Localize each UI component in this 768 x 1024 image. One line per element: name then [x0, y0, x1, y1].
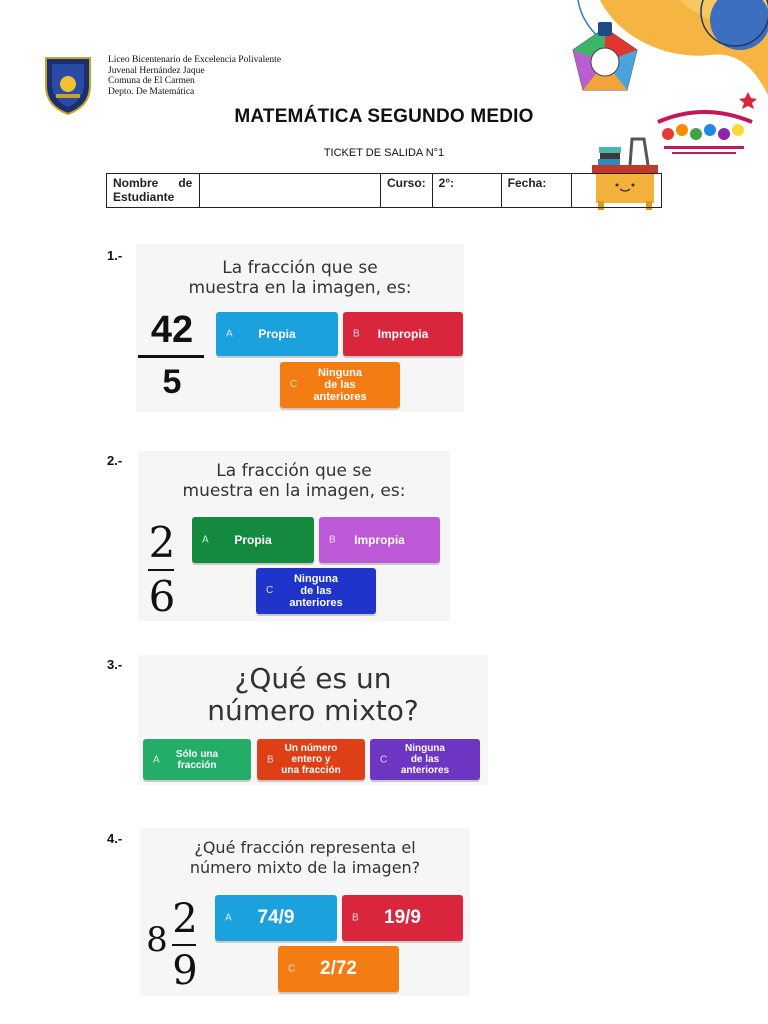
- option-text: Ninguna de las anteriores: [289, 573, 343, 609]
- math-department-badge: [565, 22, 645, 102]
- question-3-option-c[interactable]: [370, 739, 480, 780]
- question-2-fraction-bar: [148, 569, 174, 571]
- option-text: Propia: [234, 533, 272, 547]
- question-4-option-a[interactable]: [215, 895, 337, 941]
- question-3-prompt-line-2: número mixto?: [207, 694, 419, 727]
- question-1-card: [136, 244, 464, 412]
- question-4-prompt-line-1: ¿Qué fracción representa el: [194, 838, 416, 857]
- question-2-card: [138, 451, 450, 621]
- question-1-numerator: 42: [150, 309, 194, 351]
- option-letter: B: [267, 754, 274, 765]
- option-text: 2/72: [320, 958, 357, 979]
- name-label-line-2: Estudiante: [113, 190, 175, 204]
- question-4-number: 4.-: [107, 831, 123, 846]
- question-1-denominator: 5: [162, 363, 182, 401]
- question-4-denominator: 9: [172, 948, 198, 994]
- option-text: Propia: [258, 327, 296, 341]
- school-department-line: Depto. De Matemática: [108, 86, 195, 97]
- question-3-prompt-line-1: ¿Qué es un: [234, 662, 392, 695]
- school-name-line-1: Liceo Bicentenario de Excelencia Polivalente: [108, 55, 282, 65]
- name-label-line-1: Nombre de: [113, 176, 193, 190]
- question-4-option-b[interactable]: [342, 895, 463, 941]
- question-1-option-b[interactable]: [343, 312, 463, 356]
- question-4-card: [140, 828, 470, 996]
- question-2-prompt-line-2: muestra en la imagen, es:: [182, 481, 406, 501]
- question-1-fraction-bar: [138, 355, 204, 358]
- option-letter: B: [329, 534, 336, 546]
- question-1-option-c[interactable]: [280, 362, 400, 408]
- school-info: [108, 55, 281, 97]
- question-3-option-a[interactable]: [143, 739, 251, 780]
- question-4-fraction-bar: [172, 944, 196, 946]
- school-name-line-2: Juvenal Hernández Jaque: [108, 65, 205, 76]
- question-1-prompt-line-1: La fracción que se: [222, 258, 378, 278]
- option-letter: C: [266, 585, 274, 596]
- question-2-prompt: [138, 461, 450, 501]
- school-commune-line: Comuna de El Carmen: [108, 76, 195, 86]
- option-letter: C: [380, 754, 388, 765]
- option-text: Impropia: [377, 327, 429, 341]
- question-2-denominator: 6: [148, 572, 176, 621]
- question-2-number: 2.-: [107, 453, 123, 468]
- option-letter: C: [288, 963, 296, 975]
- option-text: Ninguna de las anteriores: [400, 743, 450, 776]
- question-3-option-b[interactable]: [257, 739, 365, 780]
- page-subtitle: TICKET DE SALIDA N°1: [323, 147, 445, 159]
- option-letter: C: [290, 379, 298, 390]
- question-4-numerator: 2: [172, 896, 198, 942]
- option-letter: B: [352, 912, 359, 924]
- question-2-option-c[interactable]: [256, 568, 376, 614]
- option-letter: A: [225, 912, 232, 924]
- question-1-number: 1.-: [107, 248, 123, 263]
- option-text: Sólo una fracción: [175, 748, 219, 771]
- page-title: MATEMÁTICA SEGUNDO MEDIO: [234, 106, 534, 127]
- question-2-option-b[interactable]: [319, 517, 440, 563]
- fecha-label: Fecha:: [501, 174, 571, 208]
- option-text: 19/9: [384, 907, 421, 928]
- option-letter: A: [226, 328, 233, 340]
- option-text: Un número entero y una fracción: [281, 743, 341, 776]
- option-text: Ninguna de las anteriores: [313, 367, 367, 403]
- question-4-option-c[interactable]: [278, 946, 399, 992]
- option-letter: B: [353, 328, 360, 340]
- question-1-option-a[interactable]: [216, 312, 338, 356]
- question-4-prompt: [140, 838, 470, 878]
- option-letter: A: [153, 754, 160, 765]
- question-3-card: [138, 655, 488, 785]
- question-1-prompt: [136, 258, 464, 298]
- option-text: Impropia: [354, 533, 405, 547]
- option-letter: A: [202, 534, 209, 546]
- question-2-option-a[interactable]: [192, 517, 314, 563]
- curso-label: Curso:: [381, 174, 433, 208]
- student-info-table: [106, 173, 662, 208]
- question-4-prompt-line-2: número mixto de la imagen?: [189, 858, 421, 877]
- question-2-numerator: 2: [148, 518, 176, 567]
- question-4-whole-number: 8: [146, 920, 168, 960]
- name-label-cell: [107, 174, 200, 208]
- question-1-prompt-line-2: muestra en la imagen, es:: [188, 278, 412, 298]
- question-2-prompt-line-1: La fracción que se: [216, 461, 372, 481]
- question-3-number: 3.-: [107, 657, 123, 672]
- curso-field[interactable]: 2°:: [432, 174, 501, 208]
- name-field[interactable]: [200, 174, 381, 208]
- question-3-prompt: [138, 663, 488, 727]
- option-text: 74/9: [257, 907, 295, 928]
- fecha-field[interactable]: [571, 174, 661, 208]
